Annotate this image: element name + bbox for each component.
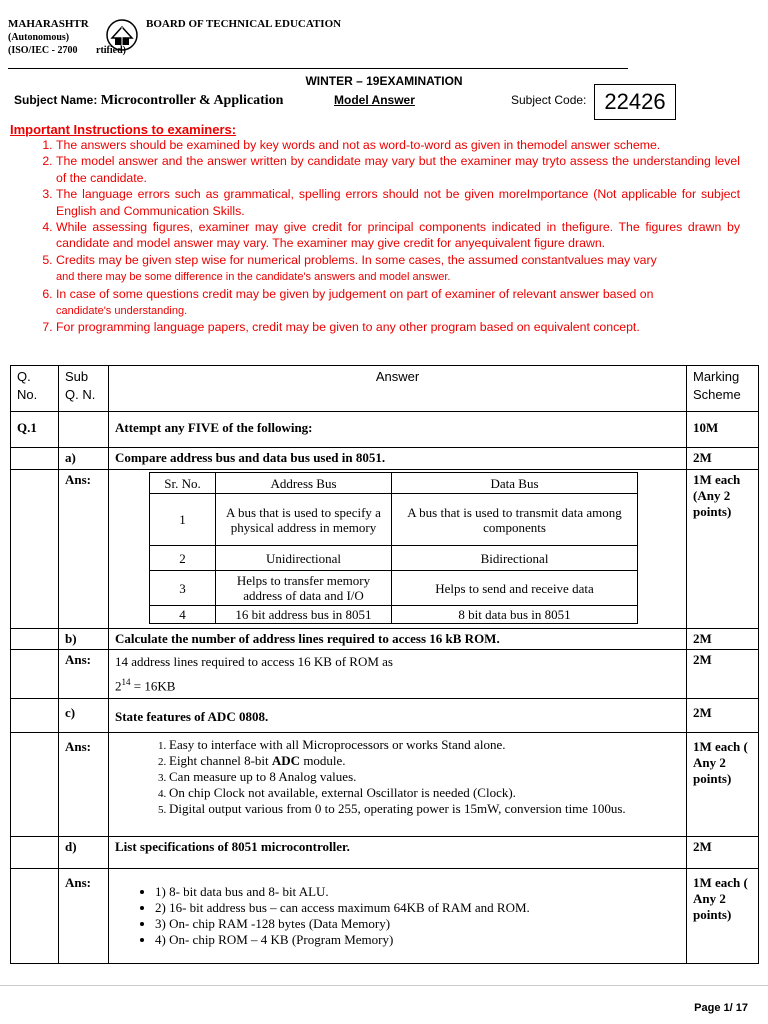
table-row: [150, 606, 638, 624]
board-name-part1: MAHARASHTR: [8, 18, 89, 30]
qb-answer-cell: [109, 650, 687, 699]
instruction-text-small: candidate's understanding.: [56, 305, 188, 318]
instruction-item: 4. While assessing figures, examiner may give credit for principal components indicated in thefigure. The figures drawn by candidate and model answer may vary. The examiner may give credit for anyequivalent figure drawn.: [56, 219, 740, 252]
list-item: [169, 753, 680, 769]
q1-text: Attempt any FIVE of the following:: [109, 412, 687, 448]
instruction-item: 1. The answers should be examined by key words and not as word-to-word as given in themodel answer scheme.: [56, 137, 740, 153]
spec-list: [115, 884, 680, 948]
empty-cell: [11, 733, 59, 837]
list-item: 5. Digital output various from 0 to 255, operating power is 15mW, conversion time 100us.: [169, 801, 680, 817]
list-item: • 2) 16- bit address bus – can access maximum 64KB of RAM and ROM.: [155, 900, 680, 916]
qa-marks: 2M: [687, 448, 759, 470]
empty-cell: [59, 412, 109, 448]
list-item-text: Eight channel 8-bit: [169, 753, 272, 769]
qb-question: Calculate the number of address lines required to access 16 kB ROM.: [109, 629, 687, 650]
list-item: 4. On chip Clock not available, external Oscillator is needed (Clock).: [169, 785, 680, 801]
instruction-text: In case of some questions credit may be given by judgement on part of examiner of relevant answer based on: [56, 286, 654, 301]
qc-marks: 2M: [687, 699, 759, 733]
qa-answer-cell: [109, 470, 687, 629]
table-row: [150, 546, 638, 571]
adc-feature-list: [115, 737, 680, 817]
inner-header-row: [150, 473, 638, 494]
qb-exponent: 14: [121, 677, 131, 687]
cell-srno: 2: [150, 546, 216, 571]
header-rule: [8, 68, 628, 69]
cell-data: A bus that is used to transmit data among components: [392, 494, 638, 546]
instructions-block: [10, 122, 740, 336]
table-row: [150, 571, 638, 606]
qd-sub: d): [59, 837, 109, 869]
qb-marks: 2M: [687, 629, 759, 650]
qa-question: Compare address bus and data bus used in 8051.: [109, 448, 687, 470]
q1-marks: 10M: [687, 412, 759, 448]
header-marking: Marking Scheme: [687, 366, 759, 412]
table-row: [11, 629, 759, 650]
table-row: [11, 837, 759, 869]
cell-address: Helps to transfer memory address of data and I/O: [216, 571, 392, 606]
list-item-bold: ADC: [271, 753, 301, 769]
q1-number: Q.1: [11, 412, 59, 448]
qd-ans-label: Ans:: [59, 869, 109, 964]
table-row: [11, 650, 759, 699]
page-header: [8, 16, 608, 60]
empty-cell: [11, 650, 59, 699]
qc-answer-cell: [109, 733, 687, 837]
cell-address: 16 bit address bus in 8051: [216, 606, 392, 624]
cell-srno: 1: [150, 494, 216, 546]
qc-sub: c): [59, 699, 109, 733]
instructions-title: Important Instructions to examiners:: [10, 122, 237, 137]
instruction-item: 3. The language errors such as grammatical, spelling errors should not be given moreImportance (Not applicable for subject English and Communication Skills.: [56, 186, 740, 219]
table-row: [11, 448, 759, 470]
qb-sub: b): [59, 629, 109, 650]
instruction-text-small: and there may be some difference in the candidate's answers and model answer.: [56, 271, 451, 284]
list-item-text: module.: [300, 753, 346, 769]
page-number: Page 1/ 17: [694, 1002, 748, 1014]
qb-answer-line1: 14 address lines required to access 16 KB of ROM as: [115, 654, 393, 669]
instruction-item: 2. The model answer and the answer written by candidate may vary but the examiner may tryto assess the understanding level of the candidate.: [56, 153, 740, 186]
header-subq: Sub Q. N.: [59, 366, 109, 412]
board-iso-part2: rtified): [96, 45, 126, 56]
qb-answer-line2: [115, 672, 680, 696]
cell-data: Helps to send and receive data: [392, 571, 638, 606]
empty-cell: [11, 869, 59, 964]
table-row: [11, 869, 759, 964]
qd-question: List specifications of 8051 microcontroller.: [109, 837, 687, 869]
list-item: 1. Easy to interface with all Microprocessors or works Stand alone.: [169, 737, 680, 753]
empty-cell: [11, 629, 59, 650]
qd-answer-cell: [109, 869, 687, 964]
board-iso-part1: (ISO/IEC - 2700: [8, 45, 78, 56]
qd-marks: 2M: [687, 837, 759, 869]
footer-rule: [0, 985, 768, 986]
qa-ans-label: Ans:: [59, 470, 109, 629]
header-qno: Q. No.: [11, 366, 59, 412]
qa-sub: a): [59, 448, 109, 470]
subject-name-row: [14, 92, 283, 109]
qd-ans-marks: 1M each ( Any 2 points): [687, 869, 759, 964]
subject-name-label: Subject Name:: [14, 93, 101, 107]
col-address-bus: Address Bus: [216, 473, 392, 494]
col-srno: Sr. No.: [150, 473, 216, 494]
empty-cell: [11, 470, 59, 629]
list-item: 3. Can measure up to 8 Analog values.: [169, 769, 680, 785]
board-autonomous: (Autonomous): [8, 32, 70, 43]
board-name-part2: BOARD OF TECHNICAL EDUCATION: [146, 18, 342, 30]
table-row: [11, 470, 759, 629]
exam-title: WINTER – 19EXAMINATION: [305, 74, 463, 88]
col-data-bus: Data Bus: [392, 473, 638, 494]
model-answer-label: Model Answer: [334, 93, 415, 107]
qc-question: State features of ADC 0808.: [109, 699, 687, 733]
table-row: [11, 733, 759, 837]
table-header-row: [11, 366, 759, 412]
cell-srno: 3: [150, 571, 216, 606]
qb-base: 2: [115, 678, 122, 694]
instruction-text: Credits may be given step wise for numerical problems. In some cases, the assumed constantvalues may vary: [56, 252, 657, 267]
subject-name-value: Microcontroller & Application: [100, 93, 284, 108]
answer-table: [10, 365, 759, 964]
header-answer: Answer: [109, 366, 687, 412]
qb-ans-marks: 2M: [687, 650, 759, 699]
list-item: • 3) On- chip RAM -128 bytes (Data Memory): [155, 916, 680, 932]
instruction-item: [56, 252, 740, 286]
board-logo-icon: [104, 18, 140, 52]
cell-data: Bidirectional: [392, 546, 638, 571]
table-row: [150, 494, 638, 546]
list-item: • 1) 8- bit data bus and 8- bit ALU.: [155, 884, 680, 900]
list-item: • 4) On- chip ROM – 4 KB (Program Memory): [155, 932, 680, 948]
table-row: [11, 412, 759, 448]
table-row: [11, 699, 759, 733]
qa-ans-marks: 1M each (Any 2 points): [687, 470, 759, 629]
bus-comparison-table: [149, 472, 638, 624]
subject-code-box: 22426: [594, 84, 676, 120]
instruction-item: [56, 286, 740, 320]
cell-data: 8 bit data bus in 8051: [392, 606, 638, 624]
instruction-item: 7. For programming language papers, credit may be given to any other program based on equivalent concept.: [56, 319, 740, 335]
empty-cell: [11, 448, 59, 470]
cell-srno: 4: [150, 606, 216, 624]
qc-ans-label: Ans:: [59, 733, 109, 837]
subject-code-label: Subject Code:: [511, 93, 587, 107]
empty-cell: [11, 699, 59, 733]
empty-cell: [11, 837, 59, 869]
qb-ans-label: Ans:: [59, 650, 109, 699]
cell-address: A bus that is used to specify a physical address in memory: [216, 494, 392, 546]
cell-address: Unidirectional: [216, 546, 392, 571]
qb-result: = 16KB: [130, 678, 176, 694]
qc-ans-marks: 1M each ( Any 2 points): [687, 733, 759, 837]
